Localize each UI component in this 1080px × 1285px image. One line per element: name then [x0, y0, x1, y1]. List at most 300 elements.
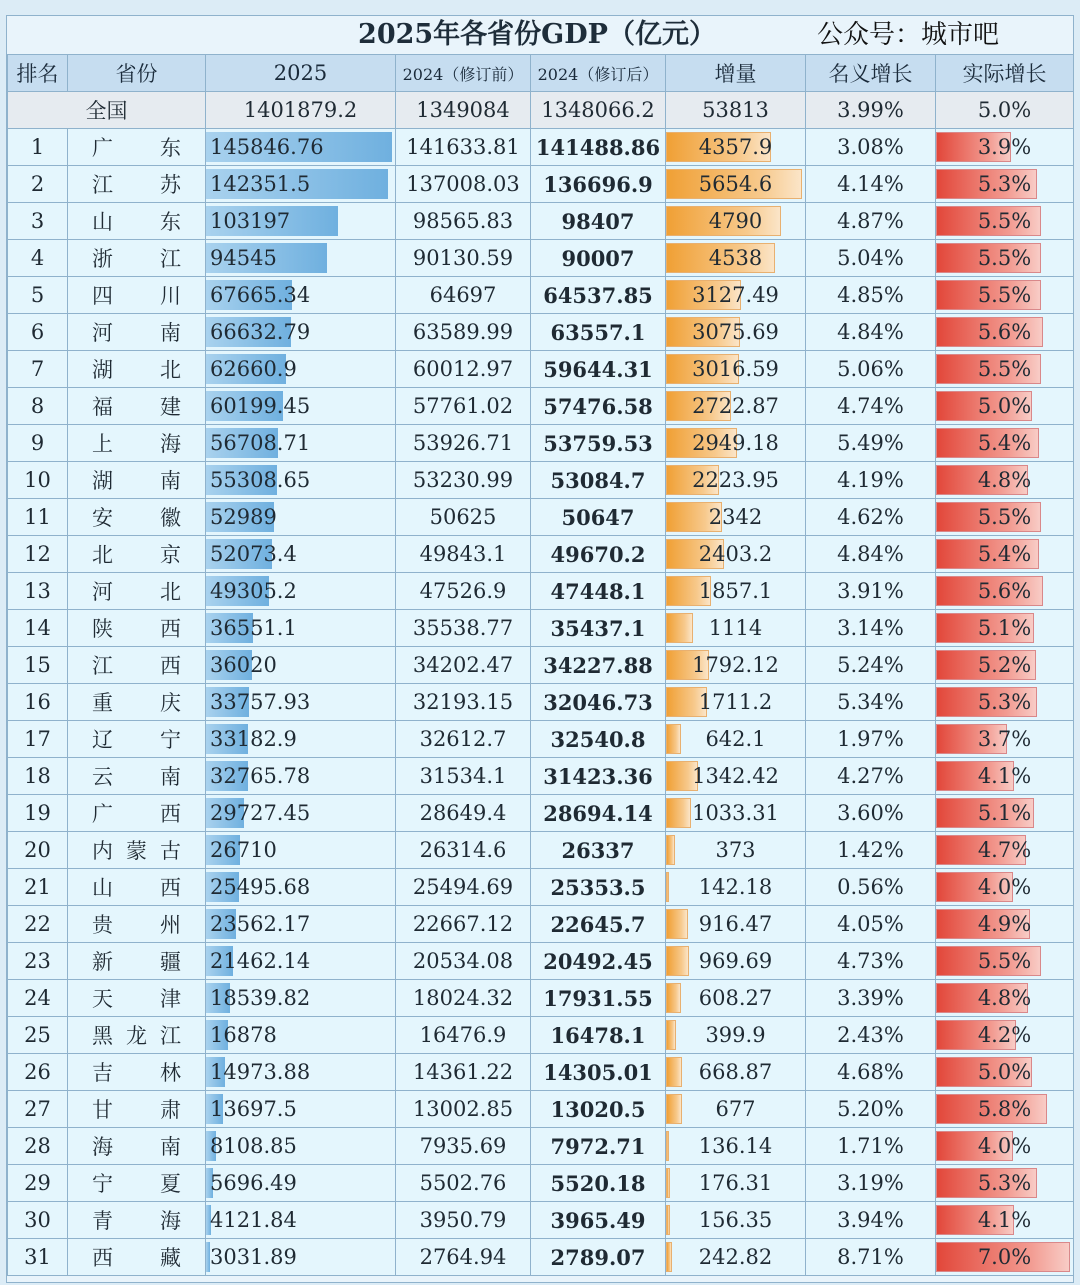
real-growth-value: 5.5% — [977, 949, 1032, 973]
rank-cell: 10 — [8, 462, 68, 499]
increase-bar — [666, 835, 675, 865]
increase-value: 242.82 — [698, 1245, 773, 1269]
gdp2025-cell — [206, 1017, 396, 1054]
province-name: 福 建 — [92, 395, 181, 419]
nominal-growth-cell: 8.71% — [806, 1239, 936, 1276]
gdp2025-cell — [206, 795, 396, 832]
real-growth-value: 5.0% — [977, 394, 1032, 418]
gdp2025-value: 21462.14 — [210, 949, 311, 973]
province-name: 广 东 — [92, 136, 181, 160]
nominal-growth-cell: 1.97% — [806, 721, 936, 758]
province-cell — [68, 869, 206, 906]
real-growth-cell — [936, 647, 1074, 684]
real-growth-cell — [936, 1091, 1074, 1128]
gdp2025-value: 36551.1 — [210, 616, 297, 640]
real-growth-cell — [936, 314, 1074, 351]
province-name: 内 蒙 古 — [92, 839, 181, 863]
gdp2024-after-cell: 14305.01 — [531, 1054, 666, 1091]
province-name: 江 苏 — [92, 173, 181, 197]
table-row — [8, 943, 1074, 980]
increase-cell — [666, 610, 806, 647]
gdp2024-before-cell: 47526.9 — [396, 573, 531, 610]
gdp2025-cell — [206, 166, 396, 203]
rank-cell: 23 — [8, 943, 68, 980]
province-cell — [68, 203, 206, 240]
increase-cell — [666, 1017, 806, 1054]
province-cell — [68, 758, 206, 795]
table-row — [8, 647, 1074, 684]
province-name: 四 川 — [92, 284, 181, 308]
increase-cell — [666, 906, 806, 943]
gdp2024-before-cell: 141633.81 — [396, 129, 531, 166]
table-row — [8, 240, 1074, 277]
increase-cell — [666, 1091, 806, 1128]
gdp2024-before-cell: 63589.99 — [396, 314, 531, 351]
real-growth-cell — [936, 906, 1074, 943]
gdp2025-value: 5696.49 — [210, 1171, 297, 1195]
gdp2024-before-cell: 64697 — [396, 277, 531, 314]
gdp2025-cell — [206, 721, 396, 758]
province-name: 宁 夏 — [92, 1172, 181, 1196]
nominal-growth-cell: 2.43% — [806, 1017, 936, 1054]
table-row — [8, 832, 1074, 869]
province-name: 辽 宁 — [92, 728, 181, 752]
real-growth-cell — [936, 943, 1074, 980]
increase-cell — [666, 1054, 806, 1091]
real-growth-value: 4.7% — [977, 838, 1032, 862]
gdp2025-cell — [206, 1202, 396, 1239]
table-row — [8, 425, 1074, 462]
gdp2024-before-cell: 25494.69 — [396, 869, 531, 906]
header-increase: 增量 — [666, 55, 806, 92]
header-real-growth: 实际增长 — [936, 55, 1074, 92]
nominal-growth-cell: 4.84% — [806, 314, 936, 351]
gdp2024-after-cell: 136696.9 — [531, 166, 666, 203]
gdp2025-value: 142351.5 — [210, 172, 311, 196]
increase-bar — [666, 1168, 670, 1198]
increase-cell — [666, 203, 806, 240]
rank-cell: 16 — [8, 684, 68, 721]
real-growth-cell — [936, 1165, 1074, 1202]
increase-bar — [666, 1057, 682, 1087]
real-growth-cell — [936, 129, 1074, 166]
table-row — [8, 203, 1074, 240]
gdp2025-value: 36020 — [210, 653, 277, 677]
increase-bar — [666, 983, 681, 1013]
rank-cell: 3 — [8, 203, 68, 240]
gdp2024-before-cell: 13002.85 — [396, 1091, 531, 1128]
gdp2025-cell — [206, 832, 396, 869]
real-growth-value: 5.5% — [977, 505, 1032, 529]
gdp2025-cell — [206, 351, 396, 388]
increase-bar — [666, 1242, 672, 1272]
table-row — [8, 462, 1074, 499]
gdp2024-before-cell: 22667.12 — [396, 906, 531, 943]
increase-cell — [666, 980, 806, 1017]
real-growth-cell — [936, 166, 1074, 203]
increase-value: 642.1 — [705, 727, 766, 751]
nominal-growth-cell: 4.14% — [806, 166, 936, 203]
rank-cell: 1 — [8, 129, 68, 166]
gdp2025-cell — [206, 1091, 396, 1128]
real-growth-value: 4.1% — [977, 764, 1032, 788]
gdp2025-value: 14973.88 — [210, 1060, 311, 1084]
gdp2024-before-cell: 34202.47 — [396, 647, 531, 684]
increase-value: 4790 — [708, 209, 763, 233]
gdp2025-cell — [206, 462, 396, 499]
increase-value: 3016.59 — [692, 357, 779, 381]
gdp2025-value: 60199.45 — [210, 394, 311, 418]
province-cell — [68, 832, 206, 869]
gdp2024-after-cell: 28694.14 — [531, 795, 666, 832]
real-growth-cell — [936, 573, 1074, 610]
gdp2024-before-cell: 16476.9 — [396, 1017, 531, 1054]
nominal-growth-cell: 4.74% — [806, 388, 936, 425]
province-cell — [68, 351, 206, 388]
wechat-account-label: 公众号：城市吧 — [817, 20, 1000, 50]
real-growth-value: 4.8% — [977, 986, 1032, 1010]
gdp2024-before-cell: 53230.99 — [396, 462, 531, 499]
real-growth-value: 5.6% — [977, 320, 1032, 344]
increase-value: 2949.18 — [692, 431, 779, 455]
gdp2025-value: 55308.65 — [210, 468, 311, 492]
real-growth-cell — [936, 240, 1074, 277]
gdp2024-after-cell: 26337 — [531, 832, 666, 869]
nominal-growth-cell: 4.19% — [806, 462, 936, 499]
table-row — [8, 314, 1074, 351]
province-name: 黑 龙 江 — [92, 1024, 181, 1048]
province-name: 浙 江 — [92, 247, 181, 271]
increase-cell — [666, 536, 806, 573]
real-growth-cell — [936, 203, 1074, 240]
gdp2025-cell — [206, 647, 396, 684]
table-row — [8, 869, 1074, 906]
gdp2025-cell — [206, 388, 396, 425]
nominal-growth-cell: 3.08% — [806, 129, 936, 166]
province-cell — [68, 684, 206, 721]
rank-cell: 12 — [8, 536, 68, 573]
gdp2024-after-cell: 16478.1 — [531, 1017, 666, 1054]
province-cell — [68, 906, 206, 943]
increase-value: 677 — [715, 1097, 756, 1121]
header-nominal-growth: 名义增长 — [806, 55, 936, 92]
title-row — [7, 16, 1073, 54]
nominal-growth-cell: 3.14% — [806, 610, 936, 647]
increase-cell — [666, 314, 806, 351]
gdp2024-after-cell: 53759.53 — [531, 425, 666, 462]
gdp2024-after-cell: 98407 — [531, 203, 666, 240]
gdp2025-cell — [206, 684, 396, 721]
increase-value: 3075.69 — [692, 320, 779, 344]
increase-cell — [666, 1239, 806, 1276]
rank-cell: 21 — [8, 869, 68, 906]
gdp2025-value: 3031.89 — [210, 1245, 297, 1269]
province-cell — [68, 1239, 206, 1276]
real-growth-value: 5.3% — [977, 1171, 1032, 1195]
real-growth-cell — [936, 425, 1074, 462]
increase-cell — [666, 351, 806, 388]
gdp2024-before-cell: 90130.59 — [396, 240, 531, 277]
gdp2025-cell — [206, 277, 396, 314]
real-growth-value: 5.0% — [977, 1060, 1032, 1084]
gdp2024-before-cell: 50625 — [396, 499, 531, 536]
province-cell — [68, 1165, 206, 1202]
increase-bar — [666, 798, 691, 828]
rank-cell: 5 — [8, 277, 68, 314]
gdp2024-before-cell: 31534.1 — [396, 758, 531, 795]
gdp2024-after-cell: 59644.31 — [531, 351, 666, 388]
increase-value: 5654.6 — [698, 172, 773, 196]
increase-value: 1033.31 — [692, 801, 779, 825]
real-growth-cell — [936, 1128, 1074, 1165]
gdp2024-after-cell: 34227.88 — [531, 647, 666, 684]
nominal-growth-cell: 4.27% — [806, 758, 936, 795]
nominal-growth-cell: 3.39% — [806, 980, 936, 1017]
province-name: 湖 北 — [92, 358, 181, 382]
province-name: 青 海 — [92, 1209, 181, 1233]
gdp2025-value: 52989 — [210, 505, 277, 529]
province-name: 西 藏 — [92, 1246, 181, 1270]
increase-cell — [666, 425, 806, 462]
increase-value: 3127.49 — [692, 283, 779, 307]
gdp2024-before-cell: 2764.94 — [396, 1239, 531, 1276]
national-gdp2025: 1401879.2 — [206, 92, 396, 129]
rank-cell: 18 — [8, 758, 68, 795]
rank-cell: 20 — [8, 832, 68, 869]
real-growth-cell — [936, 721, 1074, 758]
rank-cell: 28 — [8, 1128, 68, 1165]
increase-bar — [666, 946, 689, 976]
gdp2024-before-cell: 18024.32 — [396, 980, 531, 1017]
table-row — [8, 684, 1074, 721]
nominal-growth-cell: 0.56% — [806, 869, 936, 906]
increase-cell — [666, 684, 806, 721]
province-cell — [68, 240, 206, 277]
gdp2025-cell — [206, 1128, 396, 1165]
real-growth-cell — [936, 351, 1074, 388]
national-increase: 53813 — [666, 92, 806, 129]
gdp2025-value: 25495.68 — [210, 875, 311, 899]
real-growth-value: 5.4% — [977, 431, 1032, 455]
gdp2025-value: 32765.78 — [210, 764, 311, 788]
gdp2024-after-cell: 53084.7 — [531, 462, 666, 499]
real-growth-value: 5.3% — [977, 172, 1032, 196]
real-growth-value: 5.8% — [977, 1097, 1032, 1121]
increase-bar — [666, 1205, 670, 1235]
gdp2024-before-cell: 35538.77 — [396, 610, 531, 647]
increase-value: 2342 — [708, 505, 763, 529]
nominal-growth-cell: 5.06% — [806, 351, 936, 388]
real-growth-cell — [936, 499, 1074, 536]
province-cell — [68, 314, 206, 351]
increase-value: 4357.9 — [698, 135, 773, 159]
nominal-growth-cell: 4.85% — [806, 277, 936, 314]
gdp2024-after-cell: 64537.85 — [531, 277, 666, 314]
increase-cell — [666, 832, 806, 869]
table-row — [8, 610, 1074, 647]
province-name: 上 海 — [92, 432, 181, 456]
nominal-growth-cell: 5.20% — [806, 1091, 936, 1128]
increase-bar — [666, 1020, 676, 1050]
increase-cell — [666, 1165, 806, 1202]
gdp2025-value: 29727.45 — [210, 801, 311, 825]
gdp2025-value: 33757.93 — [210, 690, 311, 714]
gdp2024-before-cell: 60012.97 — [396, 351, 531, 388]
increase-value: 2223.95 — [692, 468, 779, 492]
real-growth-value: 5.1% — [977, 801, 1032, 825]
national-gdp2024-after: 1348066.2 — [531, 92, 666, 129]
province-name: 新 疆 — [92, 950, 181, 974]
table-row — [8, 1017, 1074, 1054]
province-name: 河 北 — [92, 580, 181, 604]
increase-value: 608.27 — [698, 986, 773, 1010]
province-cell — [68, 721, 206, 758]
real-growth-value: 5.5% — [977, 246, 1032, 270]
increase-cell — [666, 129, 806, 166]
increase-cell — [666, 869, 806, 906]
province-cell — [68, 1202, 206, 1239]
rank-cell: 7 — [8, 351, 68, 388]
province-name: 山 东 — [92, 210, 181, 234]
increase-bar — [666, 1094, 682, 1124]
gdp2025-cell — [206, 425, 396, 462]
rank-cell: 26 — [8, 1054, 68, 1091]
increase-value: 399.9 — [705, 1023, 766, 1047]
real-growth-value: 5.5% — [977, 283, 1032, 307]
nominal-growth-cell: 4.73% — [806, 943, 936, 980]
table-row — [8, 980, 1074, 1017]
gdp2025-value: 49305.2 — [210, 579, 297, 603]
rank-cell: 27 — [8, 1091, 68, 1128]
gdp2024-before-cell: 98565.83 — [396, 203, 531, 240]
gdp2024-after-cell: 141488.86 — [531, 129, 666, 166]
province-cell — [68, 610, 206, 647]
province-cell — [68, 425, 206, 462]
gdp2025-cell — [206, 943, 396, 980]
increase-value: 136.14 — [698, 1134, 773, 1158]
gdp2024-after-cell: 20492.45 — [531, 943, 666, 980]
national-real-growth: 5.0% — [936, 92, 1074, 129]
gdp2025-cell — [206, 1239, 396, 1276]
rank-cell: 19 — [8, 795, 68, 832]
increase-cell — [666, 166, 806, 203]
gdp2025-value: 56708.71 — [210, 431, 311, 455]
table-row — [8, 721, 1074, 758]
table-row — [8, 1054, 1074, 1091]
province-cell — [68, 166, 206, 203]
nominal-growth-cell: 3.60% — [806, 795, 936, 832]
table-row — [8, 1239, 1074, 1276]
increase-bar — [666, 909, 688, 939]
increase-value: 969.69 — [698, 949, 773, 973]
rank-cell: 29 — [8, 1165, 68, 1202]
table-row — [8, 351, 1074, 388]
increase-cell — [666, 388, 806, 425]
nominal-growth-cell: 4.84% — [806, 536, 936, 573]
gdp2024-after-cell: 3965.49 — [531, 1202, 666, 1239]
province-cell — [68, 647, 206, 684]
real-growth-value: 5.2% — [977, 653, 1032, 677]
gdp2025-cell — [206, 536, 396, 573]
increase-value: 916.47 — [698, 912, 773, 936]
rank-cell: 2 — [8, 166, 68, 203]
gdp2025-value: 52073.4 — [210, 542, 297, 566]
header-province: 省份 — [68, 55, 206, 92]
increase-value: 1857.1 — [698, 579, 773, 603]
increase-cell — [666, 758, 806, 795]
rank-cell: 8 — [8, 388, 68, 425]
gdp2025-value: 67665.34 — [210, 283, 311, 307]
gdp2024-after-cell: 17931.55 — [531, 980, 666, 1017]
rank-cell: 4 — [8, 240, 68, 277]
national-gdp2024-before: 1349084 — [396, 92, 531, 129]
nominal-growth-cell: 5.34% — [806, 684, 936, 721]
gdp2025-value: 66632.79 — [210, 320, 311, 344]
gdp-table-sheet — [6, 15, 1074, 1283]
header-row — [8, 55, 1074, 92]
real-growth-cell — [936, 795, 1074, 832]
gdp2025-cell — [206, 499, 396, 536]
province-name: 河 南 — [92, 321, 181, 345]
real-growth-value: 5.1% — [977, 616, 1032, 640]
increase-cell — [666, 499, 806, 536]
national-row — [8, 92, 1074, 129]
increase-value: 373 — [715, 838, 756, 862]
gdp2025-value: 4121.84 — [210, 1208, 297, 1232]
province-name: 江 西 — [92, 654, 181, 678]
gdp2024-after-cell: 2789.07 — [531, 1239, 666, 1276]
increase-cell — [666, 1202, 806, 1239]
gdp2024-after-cell: 31423.36 — [531, 758, 666, 795]
province-cell — [68, 573, 206, 610]
province-cell — [68, 1017, 206, 1054]
increase-value: 1792.12 — [692, 653, 779, 677]
province-cell — [68, 1091, 206, 1128]
gdp2024-after-cell: 22645.7 — [531, 906, 666, 943]
gdp2025-cell — [206, 869, 396, 906]
gdp2024-before-cell: 3950.79 — [396, 1202, 531, 1239]
increase-cell — [666, 943, 806, 980]
gdp2025-cell — [206, 203, 396, 240]
province-name: 广 西 — [92, 802, 181, 826]
rank-cell: 22 — [8, 906, 68, 943]
gdp2024-before-cell: 137008.03 — [396, 166, 531, 203]
increase-cell — [666, 795, 806, 832]
real-growth-value: 3.7% — [977, 727, 1032, 751]
real-growth-value: 4.0% — [977, 1134, 1032, 1158]
real-growth-cell — [936, 684, 1074, 721]
increase-value: 4538 — [708, 246, 763, 270]
real-growth-value: 4.1% — [977, 1208, 1032, 1232]
real-growth-value: 4.0% — [977, 875, 1032, 899]
nominal-growth-cell: 5.04% — [806, 240, 936, 277]
real-growth-cell — [936, 1017, 1074, 1054]
gdp2025-value: 23562.17 — [210, 912, 311, 936]
gdp2024-after-cell: 90007 — [531, 240, 666, 277]
nominal-growth-cell: 5.24% — [806, 647, 936, 684]
national-nominal-growth: 3.99% — [806, 92, 936, 129]
gdp2025-value: 62660.9 — [210, 357, 297, 381]
gdp2024-before-cell: 7935.69 — [396, 1128, 531, 1165]
real-growth-cell — [936, 869, 1074, 906]
table-row — [8, 499, 1074, 536]
increase-value: 2722.87 — [692, 394, 779, 418]
province-cell — [68, 388, 206, 425]
gdp2025-cell — [206, 610, 396, 647]
real-growth-value: 4.8% — [977, 468, 1032, 492]
real-growth-cell — [936, 1202, 1074, 1239]
gdp2025-value: 8108.85 — [210, 1134, 297, 1158]
